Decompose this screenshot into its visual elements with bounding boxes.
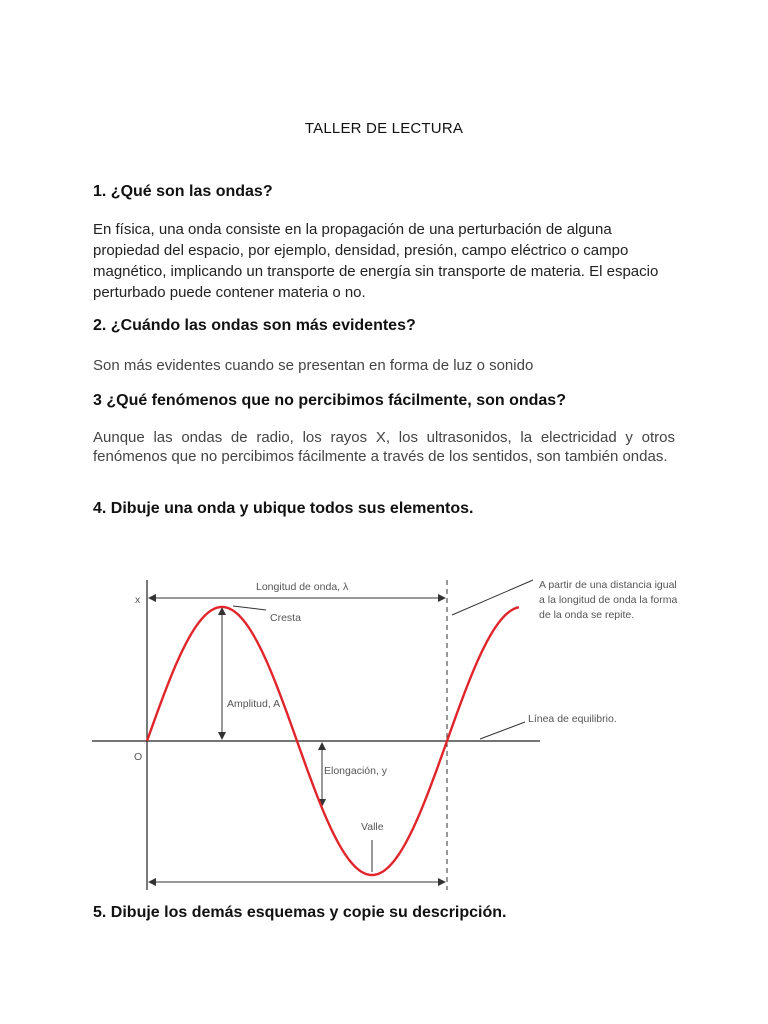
- elongation-label: Elongación, y: [324, 765, 388, 777]
- equilibrium-pointer: [480, 722, 525, 739]
- repeat-note-line-3: de la onda se repite.: [539, 609, 635, 621]
- equilibrium-label: Línea de equilibrio.: [528, 713, 617, 725]
- repeat-note-line-2: a la longitud de onda la forma: [539, 594, 678, 606]
- question-3: 3 ¿Qué fenómenos que no percibimos fácilmente, son ondas?: [93, 392, 566, 409]
- axis-x-label: x: [135, 594, 141, 606]
- question-4: 4. Dibuje una onda y ubique todos sus elementos.: [93, 500, 474, 517]
- question-5: 5. Dibuje los demás esquemas y copie su descripción.: [93, 904, 507, 921]
- repeat-note-line-1: A partir de una distancia igual: [539, 579, 677, 591]
- amplitude-label: Amplitud, A: [227, 698, 281, 710]
- answer-1: En física, una onda consiste en la propagación de una perturbación de alguna propiedad del espacio, por ejemplo, densidad, presión, campo eléctrico o campo magnético, implicando un transporte de energía sin transporte de materia. El espacio perturbado puede contener materia o no.: [93, 221, 659, 301]
- wavelength-label: Longitud de onda, λ: [256, 581, 349, 593]
- question-1: 1. ¿Qué son las ondas?: [93, 183, 273, 200]
- answer-2: Son más evidentes cuando se presentan en forma de luz o sonido: [93, 357, 534, 374]
- wave-diagram-svg: [88, 570, 678, 900]
- answer-3: Aunque las ondas de radio, los rayos X, los ultrasonidos, la electricidad y otros fenómenos que no percibimos fácilmente a través de los sentidos, son también ondas.: [93, 429, 675, 465]
- origin-label: O: [134, 751, 143, 763]
- crest-pointer: [233, 606, 266, 610]
- wave-diagram: [88, 570, 678, 900]
- page-title: TALLER DE LECTURA: [304, 120, 464, 137]
- trough-label: Valle: [361, 821, 384, 833]
- repeat-note-pointer: [452, 580, 533, 615]
- question-2: 2. ¿Cuándo las ondas son más evidentes?: [93, 317, 416, 334]
- crest-label: Cresta: [270, 612, 301, 624]
